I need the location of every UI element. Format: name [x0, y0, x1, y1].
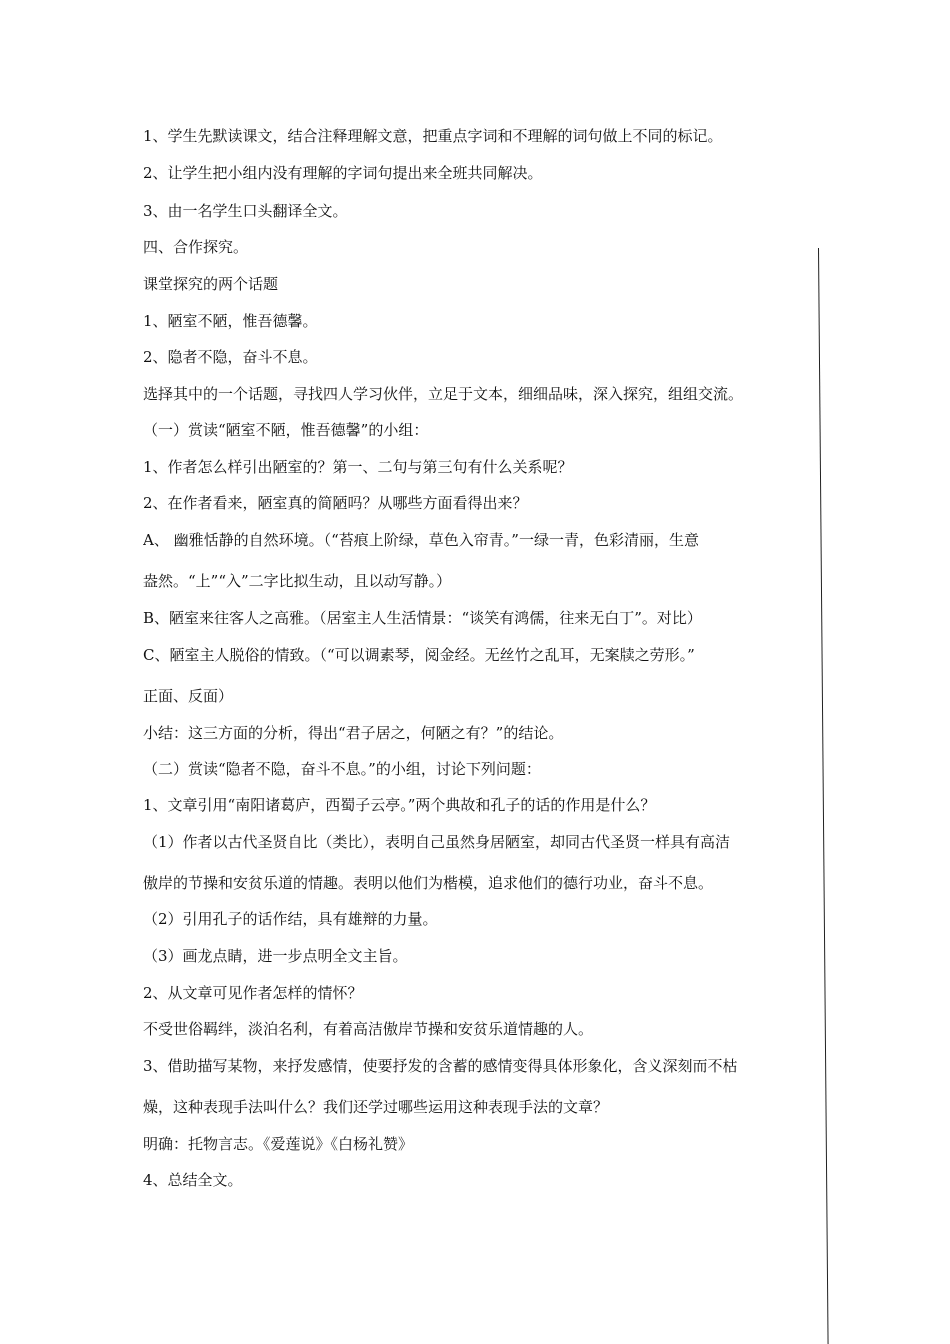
text-line: （2）引用孔子的话作结，具有雄辩的力量。: [143, 910, 438, 928]
subsection-heading: （二）赏读“隐者不隐，奋斗不息。”的小组，讨论下列问题：: [143, 760, 541, 778]
text-line: 2、让学生把小组内没有理解的字词句提出来全班共同解决。: [143, 164, 543, 182]
text-line: 2、从文章可见作者怎样的情怀？: [143, 984, 363, 1002]
text-line: 1、作者怎么样引出陋室的？第一、二句与第三句有什么关系呢？: [143, 458, 573, 476]
text-line: 3、由一名学生口头翻译全文。: [143, 202, 348, 220]
text-line: （3）画龙点睛，进一步点明全文主旨。: [143, 947, 408, 965]
text-line: C、陋室主人脱俗的情致。（“可以调素琴，阅金经。无丝竹之乱耳，无案牍之劳形。”: [143, 646, 695, 664]
text-line: 燥，这种表现手法叫什么？我们还学过哪些运用这种表现手法的文章？: [143, 1098, 609, 1116]
text-line: 3、借助描写某物，来抒发感情，使要抒发的含蓄的感情变得具体形象化，含义深刻而不枯: [143, 1057, 738, 1075]
text-line: 傲岸的节操和安贫乐道的情趣。表明以他们为楷模，追求他们的德行功业，奋斗不息。: [143, 874, 714, 892]
text-line: 选择其中的一个话题，寻找四人学习伙伴，立足于文本，细细品味，深入探究，组组交流。: [143, 385, 744, 403]
text-line: A、 幽雅恬静的自然环境。（“苔痕上阶绿，草色入帘青。”一绿一青，色彩清丽，生意: [143, 531, 699, 549]
text-line: 不受世俗羁绊，淡泊名利，有着高洁傲岸节操和安贫乐道情趣的人。: [143, 1020, 594, 1038]
text-line: 明确：托物言志。《爱莲说》《白杨礼赞》: [143, 1135, 414, 1153]
text-line: 2、在作者看来，陋室真的简陋吗？从哪些方面看得出来？: [143, 494, 528, 512]
text-line: 1、学生先默读课文，结合注释理解文意，把重点字词和不理解的词句做上不同的标记。: [143, 127, 723, 145]
section-heading: 四、合作探究。: [143, 238, 249, 256]
text-line: B、陋室来往客人之高雅。（居室主人生活情景：“谈笑有鸿儒，往来无白丁”。对比）: [143, 609, 702, 627]
text-line: 小结：这三方面的分析，得出“君子居之，何陋之有？”的结论。: [143, 724, 564, 742]
text-line: 课堂探究的两个话题: [143, 275, 279, 293]
text-line: 盎然。“上”“入”二字比拟生动，且以动写静。）: [143, 572, 452, 590]
text-line: 2、隐者不隐，奋斗不息。: [143, 348, 318, 366]
text-line: 1、文章引用“南阳诸葛庐，西蜀子云亭。”两个典故和孔子的话的作用是什么？: [143, 796, 656, 814]
page-margin-rule: [818, 248, 829, 1344]
text-line: 4、总结全文。: [143, 1171, 243, 1189]
subsection-heading: （一）赏读“陋室不陋，惟吾德馨”的小组：: [143, 421, 429, 439]
text-line: 1、陋室不陋，惟吾德馨。: [143, 312, 318, 330]
text-line: （1）作者以古代圣贤自比（类比），表明自己虽然身居陋室，却同古代圣贤一样具有高洁: [143, 833, 731, 851]
text-line: 正面、反面）: [143, 687, 234, 705]
